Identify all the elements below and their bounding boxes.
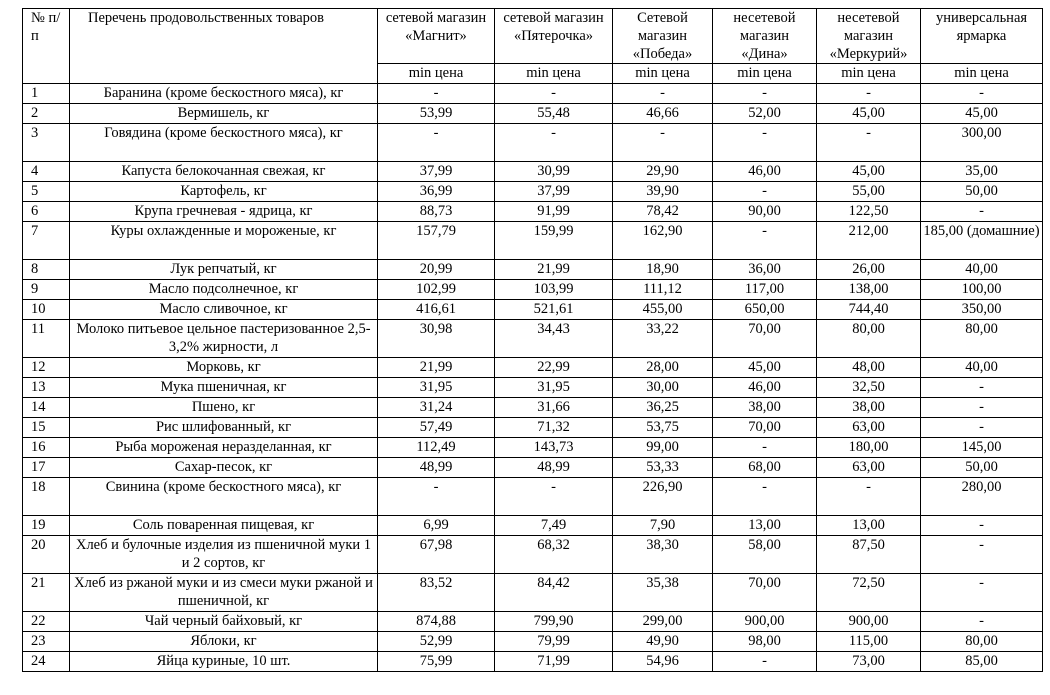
price-cell: 88,73: [378, 202, 495, 222]
price-cell: 91,99: [495, 202, 613, 222]
price-cell: 157,79: [378, 222, 495, 260]
price-cell: 36,99: [378, 182, 495, 202]
price-cell: -: [713, 182, 817, 202]
product-name: Свинина (кроме бескостного мяса), кг: [70, 478, 378, 516]
table-row: [23, 300, 1043, 320]
table-row: [23, 398, 1043, 418]
product-name: Картофель, кг: [70, 182, 378, 202]
price-cell: -: [921, 398, 1043, 418]
product-name: Яйца куриные, 10 шт.: [70, 652, 378, 672]
header-min-price: min цена: [378, 64, 495, 84]
price-cell: 650,00: [713, 300, 817, 320]
price-cell: -: [921, 516, 1043, 536]
price-cell: 68,32: [495, 536, 613, 574]
product-name: Масло подсолнечное, кг: [70, 280, 378, 300]
price-cell: 180,00: [817, 438, 921, 458]
price-cell: 18,90: [613, 260, 713, 280]
price-cell: -: [921, 536, 1043, 574]
row-number: 20: [23, 536, 70, 574]
header-store: несетевой магазин «Меркурий»: [817, 9, 921, 64]
price-cell: -: [495, 84, 613, 104]
price-cell: 75,99: [378, 652, 495, 672]
header-store: несетевой магазин «Дина»: [713, 9, 817, 64]
header-row: [23, 9, 1043, 64]
price-cell: 63,00: [817, 418, 921, 438]
price-cell: 70,00: [713, 418, 817, 438]
price-cell: 31,66: [495, 398, 613, 418]
price-cell: 70,00: [713, 574, 817, 612]
price-cell: 212,00: [817, 222, 921, 260]
product-name: Соль поваренная пищевая, кг: [70, 516, 378, 536]
row-number: 10: [23, 300, 70, 320]
price-cell: 46,00: [713, 378, 817, 398]
price-cell: 6,99: [378, 516, 495, 536]
price-cell: 416,61: [378, 300, 495, 320]
price-cell: 37,99: [378, 162, 495, 182]
price-cell: 50,00: [921, 458, 1043, 478]
price-cell: 36,25: [613, 398, 713, 418]
price-cell: 48,00: [817, 358, 921, 378]
price-cell: 83,52: [378, 574, 495, 612]
product-name: Хлеб и булочные изделия из пшеничной муки 1 и 2 сортов, кг: [70, 536, 378, 574]
table-row: [23, 182, 1043, 202]
table-row: [23, 378, 1043, 398]
price-cell: 22,99: [495, 358, 613, 378]
price-cell: 100,00: [921, 280, 1043, 300]
price-cell: 138,00: [817, 280, 921, 300]
price-cell: -: [495, 478, 613, 516]
row-number: 11: [23, 320, 70, 358]
header-store: Сетевой магазин «Победа»: [613, 9, 713, 64]
product-name: Пшено, кг: [70, 398, 378, 418]
price-cell: 103,99: [495, 280, 613, 300]
product-name: Хлеб из ржаной муки и из смеси муки ржаной и пшеничной, кг: [70, 574, 378, 612]
product-name: Рис шлифованный, кг: [70, 418, 378, 438]
price-cell: 98,00: [713, 632, 817, 652]
header-store: сетевой магазин «Пятерочка»: [495, 9, 613, 64]
price-cell: -: [378, 124, 495, 162]
table-row: [23, 632, 1043, 652]
price-cell: -: [921, 202, 1043, 222]
product-name: Куры охлажденные и мороженые, кг: [70, 222, 378, 260]
price-cell: 78,42: [613, 202, 713, 222]
product-name: Баранина (кроме бескостного мяса), кг: [70, 84, 378, 104]
price-cell: 46,00: [713, 162, 817, 182]
row-number: 22: [23, 612, 70, 632]
price-cell: 33,22: [613, 320, 713, 358]
price-cell: 46,66: [613, 104, 713, 124]
price-cell: 38,30: [613, 536, 713, 574]
header-min-price: min цена: [921, 64, 1043, 84]
table-row: [23, 320, 1043, 358]
price-cell: 54,96: [613, 652, 713, 672]
price-cell: 87,50: [817, 536, 921, 574]
price-cell: -: [921, 612, 1043, 632]
price-cell: 122,50: [817, 202, 921, 222]
price-cell: 7,49: [495, 516, 613, 536]
row-number: 21: [23, 574, 70, 612]
header-num: № п/п: [23, 9, 70, 84]
price-cell: 48,99: [378, 458, 495, 478]
row-number: 5: [23, 182, 70, 202]
price-cell: -: [921, 378, 1043, 398]
price-cell: 55,48: [495, 104, 613, 124]
price-cell: -: [713, 84, 817, 104]
row-number: 14: [23, 398, 70, 418]
row-number: 4: [23, 162, 70, 182]
price-cell: 50,00: [921, 182, 1043, 202]
price-cell: 85,00: [921, 652, 1043, 672]
price-cell: 7,90: [613, 516, 713, 536]
price-cell: 58,00: [713, 536, 817, 574]
price-cell: 80,00: [921, 632, 1043, 652]
price-cell: 900,00: [817, 612, 921, 632]
row-number: 16: [23, 438, 70, 458]
product-name: Говядина (кроме бескостного мяса), кг: [70, 124, 378, 162]
price-cell: 38,00: [817, 398, 921, 418]
price-cell: -: [378, 478, 495, 516]
price-cell: 21,99: [495, 260, 613, 280]
product-name: Яблоки, кг: [70, 632, 378, 652]
header-min-price: min цена: [613, 64, 713, 84]
price-cell: 159,99: [495, 222, 613, 260]
table-row: [23, 438, 1043, 458]
price-cell: 45,00: [817, 104, 921, 124]
price-cell: -: [921, 84, 1043, 104]
price-cell: 226,90: [613, 478, 713, 516]
price-cell: 29,90: [613, 162, 713, 182]
price-cell: 53,75: [613, 418, 713, 438]
product-name: Рыба мороженая неразделанная, кг: [70, 438, 378, 458]
price-cell: 111,12: [613, 280, 713, 300]
row-number: 19: [23, 516, 70, 536]
price-cell: -: [817, 124, 921, 162]
price-cell: 49,90: [613, 632, 713, 652]
table-row: [23, 104, 1043, 124]
price-cell: -: [378, 84, 495, 104]
price-table: [22, 8, 1043, 672]
price-cell: 13,00: [817, 516, 921, 536]
price-cell: 73,00: [817, 652, 921, 672]
price-cell: -: [713, 478, 817, 516]
table-row: [23, 358, 1043, 378]
table-row: [23, 612, 1043, 632]
table-row: [23, 652, 1043, 672]
row-number: 6: [23, 202, 70, 222]
price-cell: 299,00: [613, 612, 713, 632]
product-name: Морковь, кг: [70, 358, 378, 378]
header-min-price: min цена: [495, 64, 613, 84]
price-cell: -: [921, 574, 1043, 612]
price-cell: 874,88: [378, 612, 495, 632]
row-number: 13: [23, 378, 70, 398]
price-cell: 35,38: [613, 574, 713, 612]
price-cell: -: [713, 438, 817, 458]
table-row: [23, 458, 1043, 478]
price-cell: 45,00: [713, 358, 817, 378]
product-name: Мука пшеничная, кг: [70, 378, 378, 398]
product-name: Капуста белокочанная свежая, кг: [70, 162, 378, 182]
row-number: 12: [23, 358, 70, 378]
price-cell: -: [817, 478, 921, 516]
price-cell: 70,00: [713, 320, 817, 358]
price-cell: 117,00: [713, 280, 817, 300]
header-store: универсальная ярмарка: [921, 9, 1043, 64]
price-cell: -: [713, 124, 817, 162]
row-number: 24: [23, 652, 70, 672]
row-number: 23: [23, 632, 70, 652]
price-cell: 63,00: [817, 458, 921, 478]
price-cell: -: [921, 418, 1043, 438]
price-cell: 31,95: [495, 378, 613, 398]
price-cell: 185,00 (домашние): [921, 222, 1043, 260]
price-cell: 55,00: [817, 182, 921, 202]
table-row: [23, 516, 1043, 536]
row-number: 1: [23, 84, 70, 104]
price-cell: 30,99: [495, 162, 613, 182]
price-cell: 57,49: [378, 418, 495, 438]
price-cell: -: [495, 124, 613, 162]
product-name: Масло сливочное, кг: [70, 300, 378, 320]
price-cell: 71,99: [495, 652, 613, 672]
price-cell: 80,00: [921, 320, 1043, 358]
price-cell: 37,99: [495, 182, 613, 202]
table-row: [23, 222, 1043, 260]
price-cell: 34,43: [495, 320, 613, 358]
price-cell: 20,99: [378, 260, 495, 280]
row-number: 18: [23, 478, 70, 516]
price-cell: 90,00: [713, 202, 817, 222]
price-cell: 36,00: [713, 260, 817, 280]
price-cell: 28,00: [613, 358, 713, 378]
price-cell: 68,00: [713, 458, 817, 478]
price-cell: 162,90: [613, 222, 713, 260]
price-cell: 32,50: [817, 378, 921, 398]
price-cell: 143,73: [495, 438, 613, 458]
table-row: [23, 280, 1043, 300]
product-name: Молоко питьевое цельное пастеризованное 2,5-3,2% жирности, л: [70, 320, 378, 358]
price-cell: 40,00: [921, 358, 1043, 378]
table-row: [23, 574, 1043, 612]
product-name: Крупа гречневая - ядрица, кг: [70, 202, 378, 222]
price-cell: 72,50: [817, 574, 921, 612]
row-number: 2: [23, 104, 70, 124]
price-cell: 79,99: [495, 632, 613, 652]
price-cell: -: [817, 84, 921, 104]
price-cell: 30,98: [378, 320, 495, 358]
table-body: [23, 84, 1043, 672]
price-cell: 455,00: [613, 300, 713, 320]
table-row: [23, 536, 1043, 574]
header-store: сетевой магазин «Магнит»: [378, 9, 495, 64]
product-name: Чай черный байховый, кг: [70, 612, 378, 632]
table-row: [23, 418, 1043, 438]
product-name: Сахар-песок, кг: [70, 458, 378, 478]
price-cell: 13,00: [713, 516, 817, 536]
price-cell: 52,99: [378, 632, 495, 652]
price-cell: -: [713, 652, 817, 672]
price-cell: 30,00: [613, 378, 713, 398]
price-cell: 31,95: [378, 378, 495, 398]
price-cell: 799,90: [495, 612, 613, 632]
price-cell: 45,00: [817, 162, 921, 182]
product-name: Вермишель, кг: [70, 104, 378, 124]
table-row: [23, 478, 1043, 516]
price-cell: 115,00: [817, 632, 921, 652]
price-cell: 99,00: [613, 438, 713, 458]
price-cell: 71,32: [495, 418, 613, 438]
price-cell: 102,99: [378, 280, 495, 300]
price-cell: 53,99: [378, 104, 495, 124]
price-cell: -: [613, 84, 713, 104]
price-cell: -: [713, 222, 817, 260]
price-cell: 45,00: [921, 104, 1043, 124]
header-min-price: min цена: [713, 64, 817, 84]
row-number: 7: [23, 222, 70, 260]
price-cell: -: [613, 124, 713, 162]
price-cell: 145,00: [921, 438, 1043, 458]
header-min-price: min цена: [817, 64, 921, 84]
price-cell: 40,00: [921, 260, 1043, 280]
price-cell: 350,00: [921, 300, 1043, 320]
price-cell: 744,40: [817, 300, 921, 320]
price-cell: 38,00: [713, 398, 817, 418]
price-cell: 280,00: [921, 478, 1043, 516]
header-product-list: Перечень продовольственных товаров: [70, 9, 378, 84]
table-row: [23, 162, 1043, 182]
price-cell: 521,61: [495, 300, 613, 320]
price-cell: 900,00: [713, 612, 817, 632]
price-cell: 52,00: [713, 104, 817, 124]
price-cell: 112,49: [378, 438, 495, 458]
table-row: [23, 124, 1043, 162]
price-cell: 31,24: [378, 398, 495, 418]
table-row: [23, 260, 1043, 280]
price-cell: 84,42: [495, 574, 613, 612]
price-cell: 80,00: [817, 320, 921, 358]
table-row: [23, 202, 1043, 222]
price-cell: 35,00: [921, 162, 1043, 182]
row-number: 3: [23, 124, 70, 162]
price-cell: 53,33: [613, 458, 713, 478]
price-cell: 48,99: [495, 458, 613, 478]
row-number: 8: [23, 260, 70, 280]
row-number: 15: [23, 418, 70, 438]
price-cell: 67,98: [378, 536, 495, 574]
row-number: 9: [23, 280, 70, 300]
price-cell: 300,00: [921, 124, 1043, 162]
price-cell: 39,90: [613, 182, 713, 202]
row-number: 17: [23, 458, 70, 478]
product-name: Лук репчатый, кг: [70, 260, 378, 280]
price-cell: 21,99: [378, 358, 495, 378]
price-cell: 26,00: [817, 260, 921, 280]
table-row: [23, 84, 1043, 104]
